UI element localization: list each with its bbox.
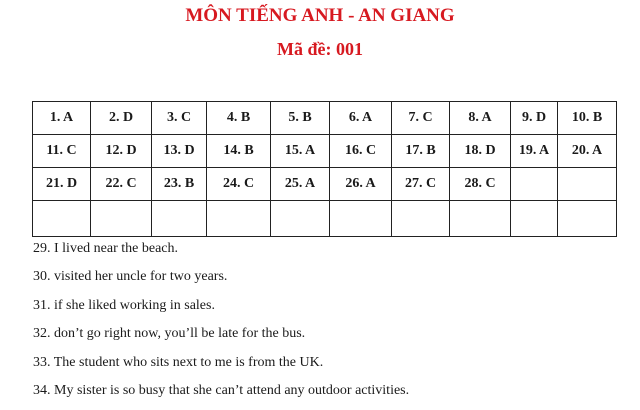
answer-cell: 26. A [330,168,392,201]
answer-cell: 1. A [33,102,91,135]
answer-cell: 10. B [558,102,617,135]
written-answer: 33. The student who sits next to me is from the UK. [33,354,324,370]
answer-cell [511,201,558,237]
answer-cell: 13. D [152,135,207,168]
answer-cell: 16. C [330,135,392,168]
written-answer: 32. don’t go right now, you’ll be late for the bus. [33,326,306,342]
answer-cell [558,168,617,201]
answer-cell: 2. D [91,102,152,135]
answer-grid [32,101,617,237]
answer-cell: 18. D [450,135,511,168]
answer-cell: 7. C [392,102,450,135]
written-answer: 29. I lived near the beach. [33,241,178,256]
answer-cell: 24. C [207,168,271,201]
answer-cell [558,201,617,237]
written-answer: 34. My sister is so busy that she can’t attend any outdoor activities. [33,382,410,398]
answer-cell: 27. C [392,168,450,201]
answer-grid-row [33,201,617,237]
answer-cell: 19. A [511,135,558,168]
exam-code: Mã đề: 001 [277,39,363,59]
answer-cell: 9. D [511,102,558,135]
answer-cell: 25. A [271,168,330,201]
answer-cell [271,201,330,237]
answer-cell: 6. A [330,102,392,135]
answer-cell: 17. B [392,135,450,168]
answer-cell: 28. C [450,168,511,201]
answer-grid-row [33,135,617,168]
answer-cell [207,201,271,237]
answer-cell [330,201,392,237]
answer-cell [450,201,511,237]
answer-cell: 4. B [207,102,271,135]
answer-cell [392,201,450,237]
answer-cell: 8. A [450,102,511,135]
answer-cell: 3. C [152,102,207,135]
answer-cell [91,201,152,237]
answer-cell: 21. D [33,168,91,201]
answer-cell: 23. B [152,168,207,201]
answer-cell: 20. A [558,135,617,168]
answer-cell: 12. D [91,135,152,168]
answer-cell: 22. C [91,168,152,201]
answer-grid-row [33,102,617,135]
written-answer: 30. visited her uncle for two years. [33,269,228,285]
answer-cell: 14. B [207,135,271,168]
answer-cell [511,168,558,201]
answer-grid-row [33,168,617,201]
answer-cell [152,201,207,237]
written-answers-list [33,240,409,410]
written-answer: 31. if she liked working in sales. [33,297,215,313]
answer-cell [33,201,91,237]
answer-cell: 5. B [271,102,330,135]
page-title: MÔN TIẾNG ANH - AN GIANG [185,5,455,26]
answer-cell: 11. C [33,135,91,168]
answer-cell: 15. A [271,135,330,168]
